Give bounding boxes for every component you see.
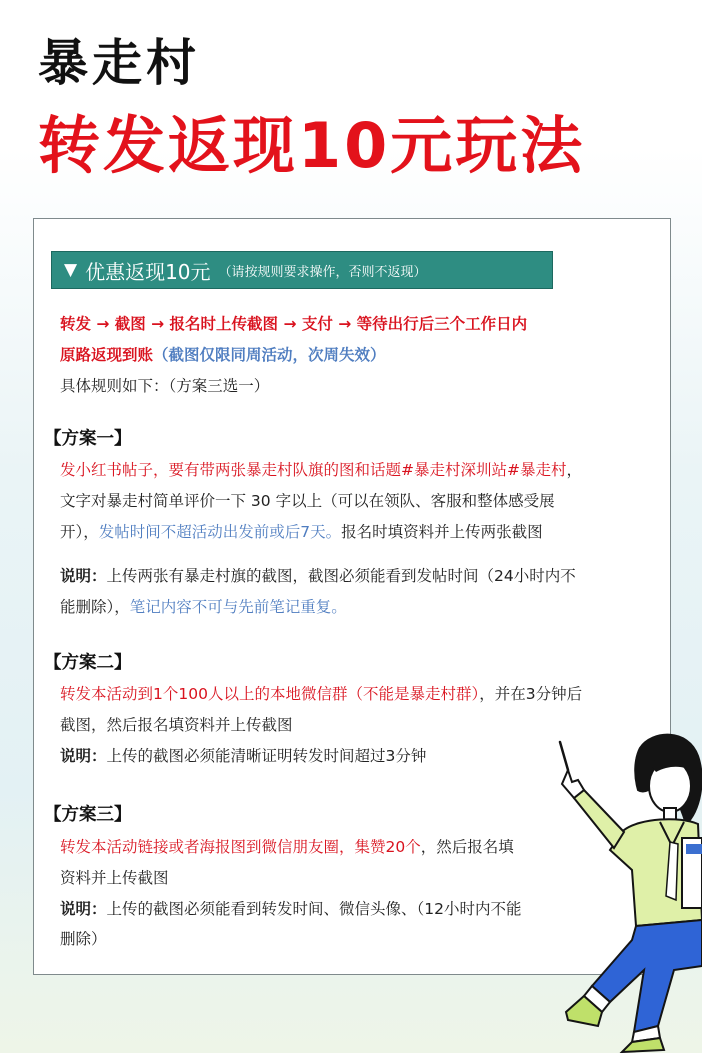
plan3-note-line1 — [60, 894, 522, 925]
plan1-line2: 文字对暴走村简单评价一下 30 字以上（可以在领队、客服和整体感受展 — [60, 492, 555, 510]
plan3-l1-end: ，然后报名填 — [420, 838, 514, 856]
plan3-title: 【方案三】 — [44, 805, 132, 825]
plan2-line2: 截图，然后报名填资料并上传截图 — [60, 716, 293, 734]
brand-title: 暴走村 — [38, 34, 200, 92]
plan1-line3 — [60, 517, 543, 548]
plan2-requirement: 转发本活动到1个100人以上的本地微信群（不能是暴走村群） — [60, 685, 480, 703]
plan1-note-repeat: 笔记内容不可与先前笔记重复。 — [129, 598, 347, 616]
page-headline: 转发返现10元玩法 — [38, 109, 586, 182]
plan1-note-line2 — [60, 592, 347, 623]
plan3-note-line2: 删除） — [60, 930, 107, 948]
plan1-note-l2-start: 能删除）， — [60, 598, 130, 616]
plan1-note-label: 说明： — [60, 567, 107, 585]
plan3-line2: 资料并上传截图 — [60, 869, 169, 887]
intro-line2 — [60, 340, 386, 371]
plan3-requirement: 转发本活动链接或者海报图到微信朋友圈，集赞20个 — [60, 838, 421, 856]
intro-limit: （截图仅限同周活动，次周失效） — [153, 346, 386, 364]
plan1-line1 — [60, 455, 582, 486]
intro-refund: 原路返现到账 — [60, 346, 154, 364]
plan2-line1 — [60, 679, 582, 710]
plan2-title: 【方案二】 — [44, 653, 132, 673]
plan2-note — [60, 741, 426, 772]
plan1-upload: 报名时填资料并上传两张截图 — [341, 523, 543, 541]
triangle-down-icon: ▼ — [64, 260, 78, 280]
banner-note: （请按规则要求操作，否则不返现） — [218, 264, 427, 280]
girl-pointing-illustration — [540, 720, 702, 1053]
plan1-note-text: 上传两张有暴走村旗的截图，截图必须能看到发帖时间（24小时内不 — [106, 567, 576, 585]
plan3-line1 — [60, 832, 514, 863]
plan1-note-line1 — [60, 561, 576, 592]
plan1-title: 【方案一】 — [44, 429, 132, 449]
plan3-note-label: 说明： — [60, 900, 107, 918]
plan1-requirement: 发小红书帖子，要有带两张暴走村队旗的图和话题#暴走村深圳站#暴走村 — [60, 461, 567, 479]
plan1-l3-start: 开）， — [60, 523, 99, 541]
plan1-comma: ， — [566, 461, 582, 479]
plan2-note-text: 上传的截图必须能清晰证明转发时间超过3分钟 — [106, 747, 427, 765]
plan1-time-limit: 发帖时间不超活动出发前或后7天。 — [98, 523, 342, 541]
cashback-banner — [51, 251, 553, 289]
intro-flow: 转发 → 截图 → 报名时上传截图 → 支付 → 等待出行后三个工作日内 — [60, 315, 528, 333]
plan2-l1-end: ，并在3分钟后 — [479, 685, 583, 703]
intro-rules: 具体规则如下：（方案三选一） — [60, 377, 270, 395]
plan3-note-text: 上传的截图必须能看到转发时间、微信头像、（12小时内不能 — [106, 900, 522, 918]
plan2-note-label: 说明： — [60, 747, 107, 765]
banner-title: 优惠返现10元 — [85, 259, 211, 284]
